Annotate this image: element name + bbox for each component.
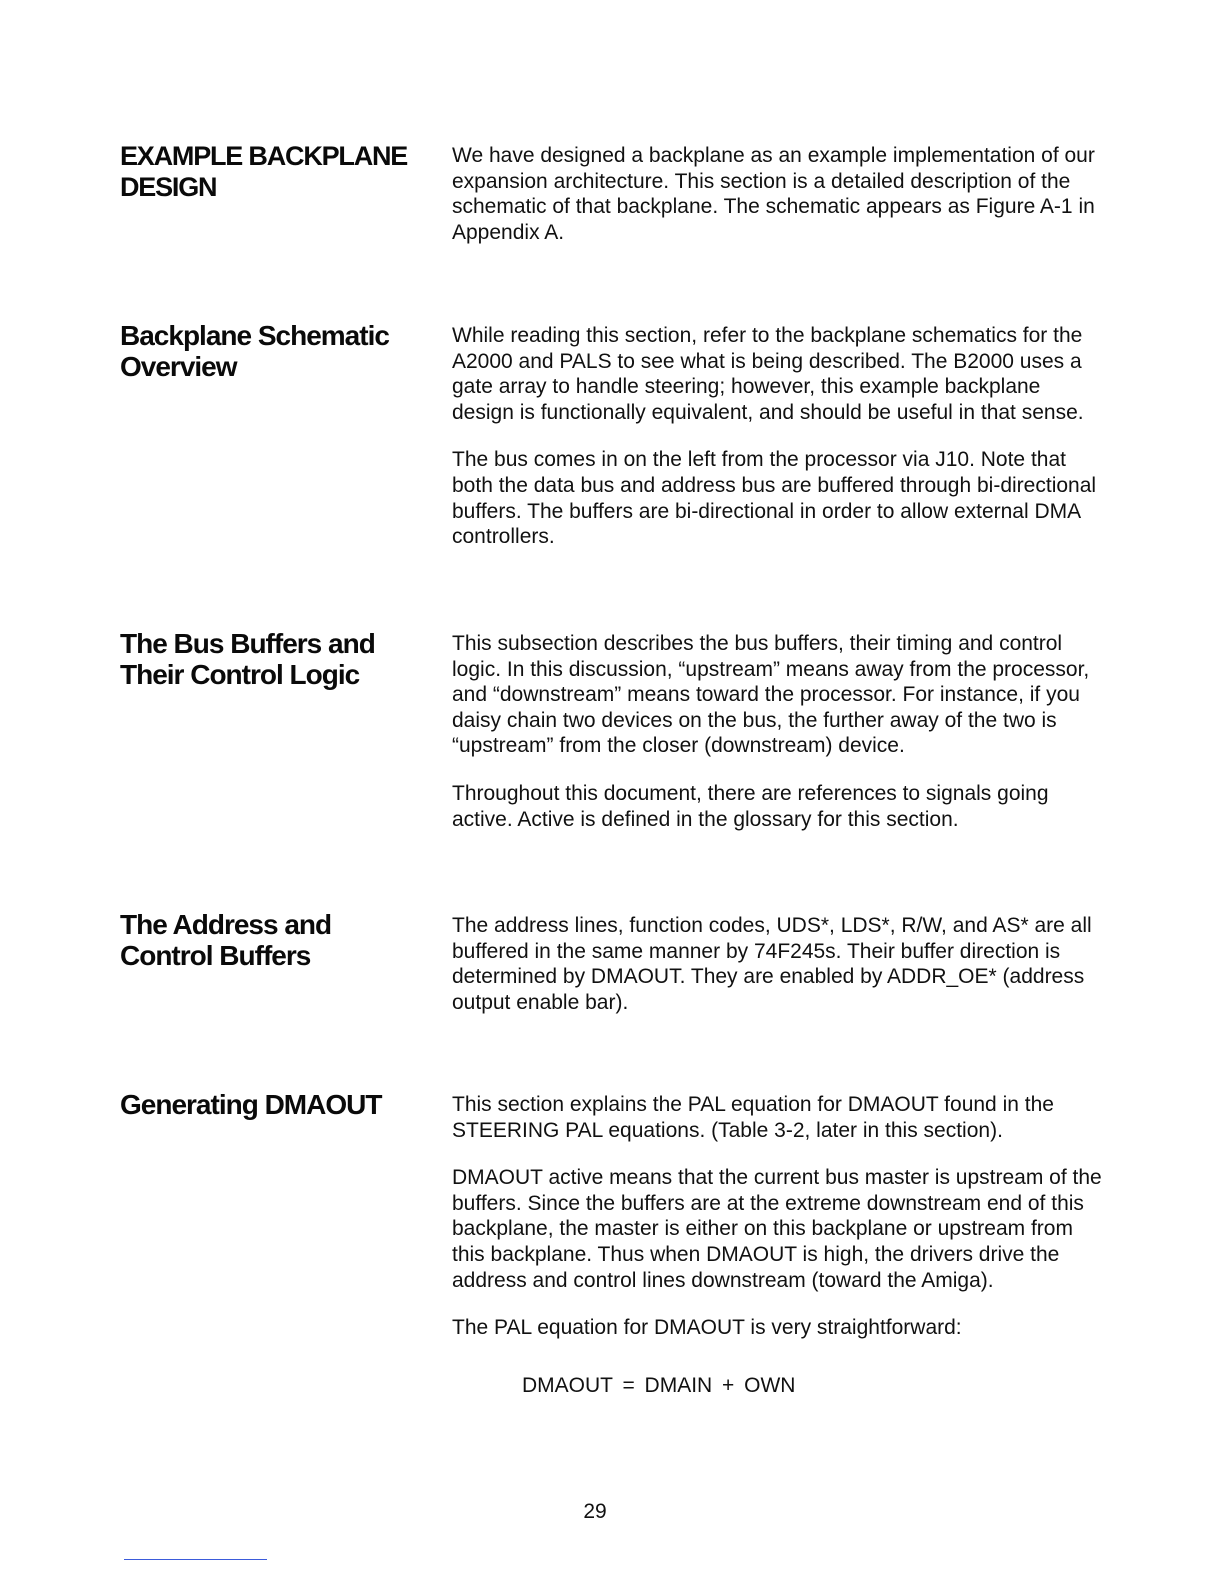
equation: DMAOUT = DMAIN + OWN (522, 1374, 796, 1397)
section-heading: Generating DMAOUT (120, 1089, 382, 1120)
footnote-rule (124, 1559, 267, 1560)
paragraph: While reading this section, refer to the backplane schematics for the A2000 and PALS to see what is being described. The B2000 uses a gate array to handle steering; however, this example backplane design is functionally equivalent, and should be useful in that sense. (452, 324, 1084, 424)
section-heading: The Bus Buffers and Their Control Logic (120, 628, 375, 690)
paragraph: This section explains the PAL equation for DMAOUT found in the STEERING PAL equations. (Table 3-2, later in this section). (452, 1093, 1054, 1142)
section-heading: The Address and Control Buffers (120, 909, 332, 971)
paragraph: We have designed a backplane as an example implementation of our expansion architecture. This section is a detailed description of the schematic of that backplane. The schematic appears as Figure A-1 in Appendix A. (452, 144, 1095, 244)
section-body (452, 323, 1102, 572)
paragraph: DMAOUT active means that the current bus master is upstream of the buffers. Since the buffers are at the extreme downstream end of this backplane, the master is either on this backplane or upstream from this backplane. Thus when DMAOUT is high, the drivers drive the address and control lines downstream (toward the Amiga). (452, 1166, 1102, 1292)
page-number: 29 (583, 1500, 607, 1523)
paragraph: The PAL equation for DMAOUT is very straightforward: (452, 1316, 962, 1340)
section-body (452, 913, 1102, 1037)
section-heading: Backplane Schematic Overview (120, 320, 389, 382)
paragraph: This subsection describes the bus buffers, their timing and control logic. In this discussion, “upstream” means away from the processor, and “downstream” means toward the processor. For instance, if you daisy chain two devices on the bus, the further away of the two is “upstream” from the closer (downstream) device. (452, 632, 1090, 758)
section-heading: EXAMPLE BACKPLANE DESIGN (120, 141, 408, 202)
section-body (452, 631, 1102, 854)
paragraph: The address lines, function codes, UDS*, LDS*, R/W, and AS* are all buffered in the same manner by 74F245s. Their buffer direction is determined by DMAOUT. They are enabled by ADDR_OE* (address output enable bar). (452, 914, 1092, 1014)
section-body (452, 1092, 1102, 1363)
paragraph: The bus comes in on the left from the processor via J10. Note that both the data bus and address bus are buffered through bi-directional buffers. The buffers are bi-directional in order to allow external DMA controllers. (452, 448, 1097, 549)
paragraph: Throughout this document, there are references to signals going active. Active is defined in the glossary for this section. (452, 781, 1049, 831)
section-body (452, 143, 1102, 267)
